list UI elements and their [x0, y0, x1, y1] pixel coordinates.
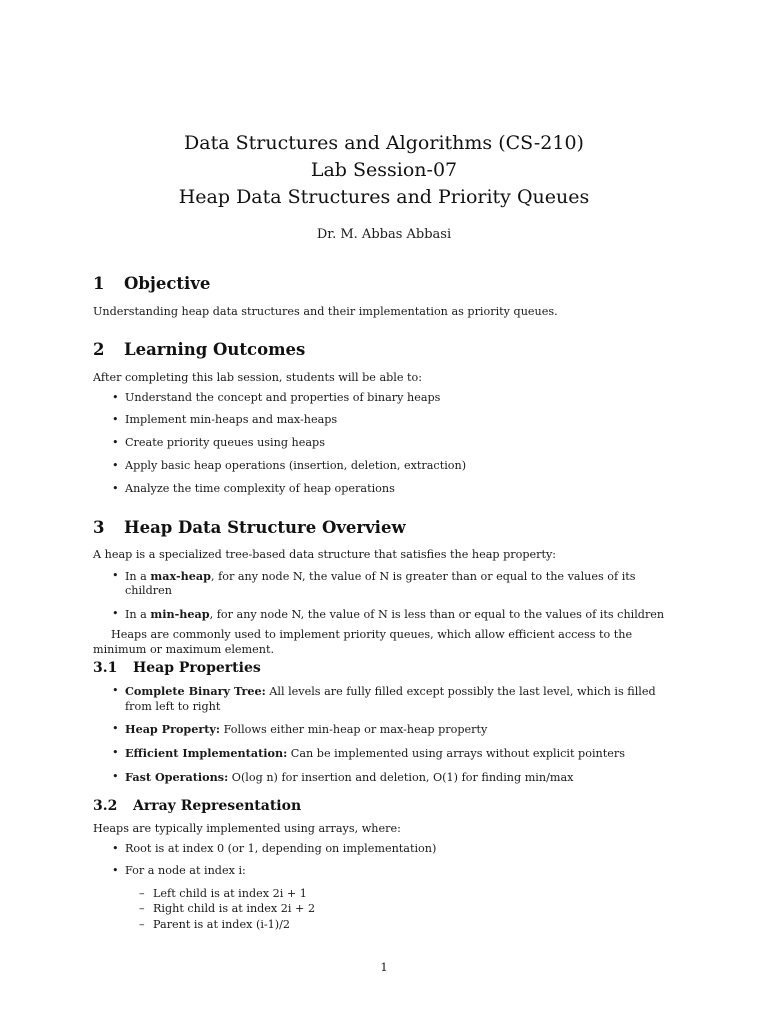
objective-text: Understanding heap data structures and their implementation as priority queues.: [93, 305, 558, 318]
bullet-icon: •: [112, 841, 119, 855]
bullet-icon: •: [112, 436, 119, 450]
properties-list: [93, 684, 683, 785]
list-subitem: – Right child is at index 2i + 2: [139, 902, 316, 916]
bullet-icon: •: [112, 458, 119, 472]
term-min-heap: min-heap: [150, 606, 210, 621]
subsection-title: Heap Properties: [133, 660, 261, 676]
list-item: • Root is at index 0 (or 1, depending on implementation): [112, 841, 437, 855]
bullet-icon: •: [112, 864, 119, 878]
list-item-min-heap: • In a min-heap, for any node N, the value of N is less than or equal to the values of its children: [112, 606, 665, 621]
section-number: 2: [93, 340, 105, 359]
subsection-number: 3.2: [93, 798, 118, 814]
list-item: • Create priority queues using heaps: [112, 436, 325, 450]
bullet-icon: •: [112, 606, 119, 620]
list-item: • Efficient Implementation: Can be implemented using arrays without explicit pointers: [112, 746, 625, 761]
array-intro: Heaps are typically implemented using arrays, where:: [93, 822, 401, 835]
array-list: [93, 842, 683, 879]
section-title: Objective: [124, 274, 211, 293]
property-term: Efficient Implementation:: [125, 746, 288, 761]
list-item: • Fast Operations: O(log n) for insertion and deletion, O(1) for finding min/max: [112, 769, 574, 784]
overview-closing: Heaps are commonly used to implement priority queues, which allow efficient access to the minimum or maximum element.: [93, 628, 633, 656]
subsection-heading: [93, 797, 683, 815]
property-term: Fast Operations:: [125, 769, 229, 784]
list-item: • Heap Property: Follows either min-heap or max-heap property: [112, 722, 488, 737]
section-heading: [93, 273, 683, 295]
bullet-icon: •: [112, 746, 119, 760]
section-number: 1: [93, 274, 105, 293]
index-formulas-list: [93, 886, 683, 933]
term-max-heap: max-heap: [150, 568, 211, 583]
bullet-icon: •: [112, 684, 119, 697]
dash-icon: –: [139, 886, 145, 900]
property-term: Complete Binary Tree:: [125, 684, 266, 698]
subsection-heading: [93, 659, 683, 677]
section-array-representation: [93, 797, 683, 932]
bullet-icon: •: [112, 722, 119, 736]
dash-icon: –: [139, 917, 145, 931]
document-title: Heap Data Structures and Priority Queues: [178, 186, 590, 208]
dash-icon: –: [139, 902, 145, 916]
section-title: Heap Data Structure Overview: [124, 518, 406, 537]
page-number: 1: [380, 960, 388, 974]
section-heading: [93, 517, 683, 539]
section-heap-properties: [93, 659, 683, 785]
title-block: [0, 130, 768, 243]
list-item: • Analyze the time complexity of heap operations: [112, 481, 395, 495]
subsection-title: Array Representation: [133, 798, 302, 814]
section-heap-overview: [93, 517, 683, 657]
bullet-icon: •: [112, 481, 119, 495]
outcomes-intro: After completing this lab session, students will be able to:: [93, 371, 423, 384]
section-heading: [93, 339, 683, 361]
bullet-icon: •: [112, 568, 119, 582]
section-title: Learning Outcomes: [124, 340, 306, 359]
list-item: • Understand the concept and properties of binary heaps: [112, 390, 441, 404]
list-item: • Implement min-heaps and max-heaps: [112, 413, 338, 427]
subsection-number: 3.1: [93, 660, 118, 676]
list-item: • For a node at index i:: [112, 864, 246, 878]
author: Dr. M. Abbas Abbasi: [316, 227, 452, 242]
section-number: 3: [93, 518, 105, 537]
section-learning-outcomes: [93, 339, 683, 496]
list-item: • Apply basic heap operations (insertion, deletion, extraction): [112, 458, 467, 472]
overview-intro: A heap is a specialized tree-based data structure that satisfies the heap property:: [93, 548, 557, 561]
list-subitem: – Parent is at index (i-1)/2: [139, 917, 291, 931]
section-objective: [93, 273, 683, 320]
list-item-max-heap: • In a max-heap, for any node N, the value of N is greater than or equal to the values of its children: [112, 568, 636, 597]
bullet-icon: •: [112, 769, 119, 783]
course-title: Data Structures and Algorithms (CS-210): [184, 132, 584, 154]
heap-types-list: [93, 569, 683, 623]
list-item: • Complete Binary Tree: All levels are fully filled except possibly the last level, which is filled from left to right: [112, 684, 656, 713]
bullet-icon: •: [112, 390, 119, 404]
list-subitem: – Left child is at index 2i + 1: [139, 886, 307, 900]
lab-session-title: Lab Session-07: [310, 159, 458, 181]
bullet-icon: •: [112, 413, 119, 427]
property-term: Heap Property:: [125, 722, 221, 737]
outcomes-list: [93, 391, 683, 497]
